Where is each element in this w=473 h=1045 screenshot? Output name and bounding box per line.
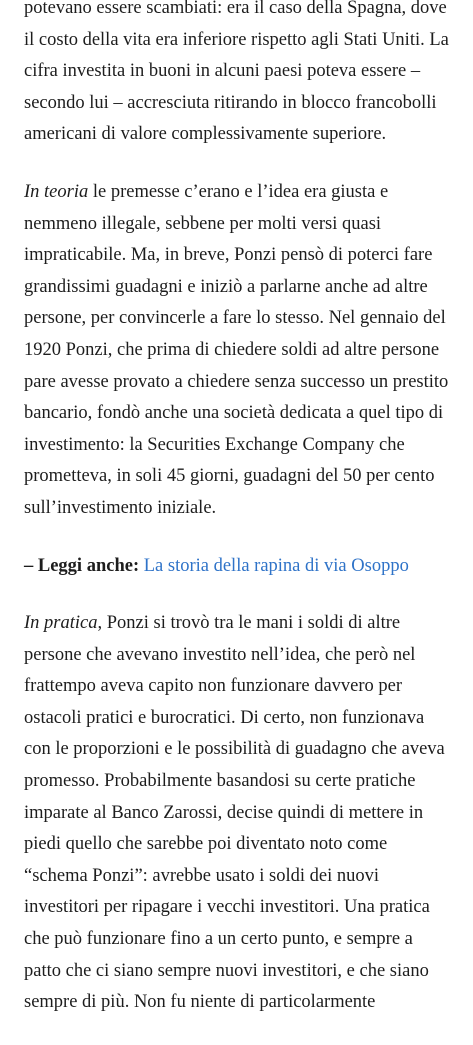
paragraph-text: , Ponzi si trovò tra le mani i soldi di altre persone che avevano investito nell’idea, che però nel frattempo aveva capito non funzionare davvero per ostacoli pratici e burocratici. Di certo, non funzionava con le proporzioni e le possibilità di guadagno che aveva promesso. Probabilmente basandosi su certe pratiche imparate al Banco Zarossi, decise quindi di mettere in piedi quello che sarebbe poi diventato noto come “schema Ponzi”: avrebbe usato i soldi dei nuovi investitori per ripagare i vecchi investitori. Una pratica che può funzionare fino a un certo punto, e sempre a patto che ci siano sempre nuovi investitori, e che siano sempre di più. Non fu niente di particolarmente (24, 613, 445, 1013)
paragraph-emphasis: In pratica (24, 613, 98, 634)
article-paragraph-2 (24, 177, 449, 525)
article-paragraph-3 (24, 608, 449, 1019)
article-paragraph-1 (24, 0, 449, 151)
related-label: – Leggi anche: (24, 555, 140, 576)
paragraph-text: le premesse c’erano e l’idea era giusta e nemmeno illegale, sebbene per molti versi quasi impraticabile. Ma, in breve, Ponzi pensò di poterci fare grandissimi guadagni e iniziò a parlarne anche ad altre persone, per convincerle a fare lo stesso. Nel gennaio del 1920 Ponzi, che prima di chiedere soldi ad altre persone pare avesse provato a chiedere senza successo un prestito bancario, fondò anche una società dedicata a quel tipo di investimento: la Securities Exchange Company che prometteva, in soli 45 giorni, guadagni del 50 per cento sull’investimento iniziale. (24, 181, 449, 518)
paragraph-text: potevano essere scambiati: era il caso della Spagna, dove il costo della vita era inferiore rispetto agli Stati Uniti. La cifra investita in buoni in alcuni paesi poteva essere – secondo lui – accresciuta ritirando in blocco francobolli americani di valore complessivamente superiore. (24, 0, 449, 145)
related-article-link[interactable]: La storia della rapina di via Osoppo (143, 555, 409, 576)
paragraph-emphasis: In teoria (24, 181, 89, 202)
related-article (24, 551, 449, 583)
